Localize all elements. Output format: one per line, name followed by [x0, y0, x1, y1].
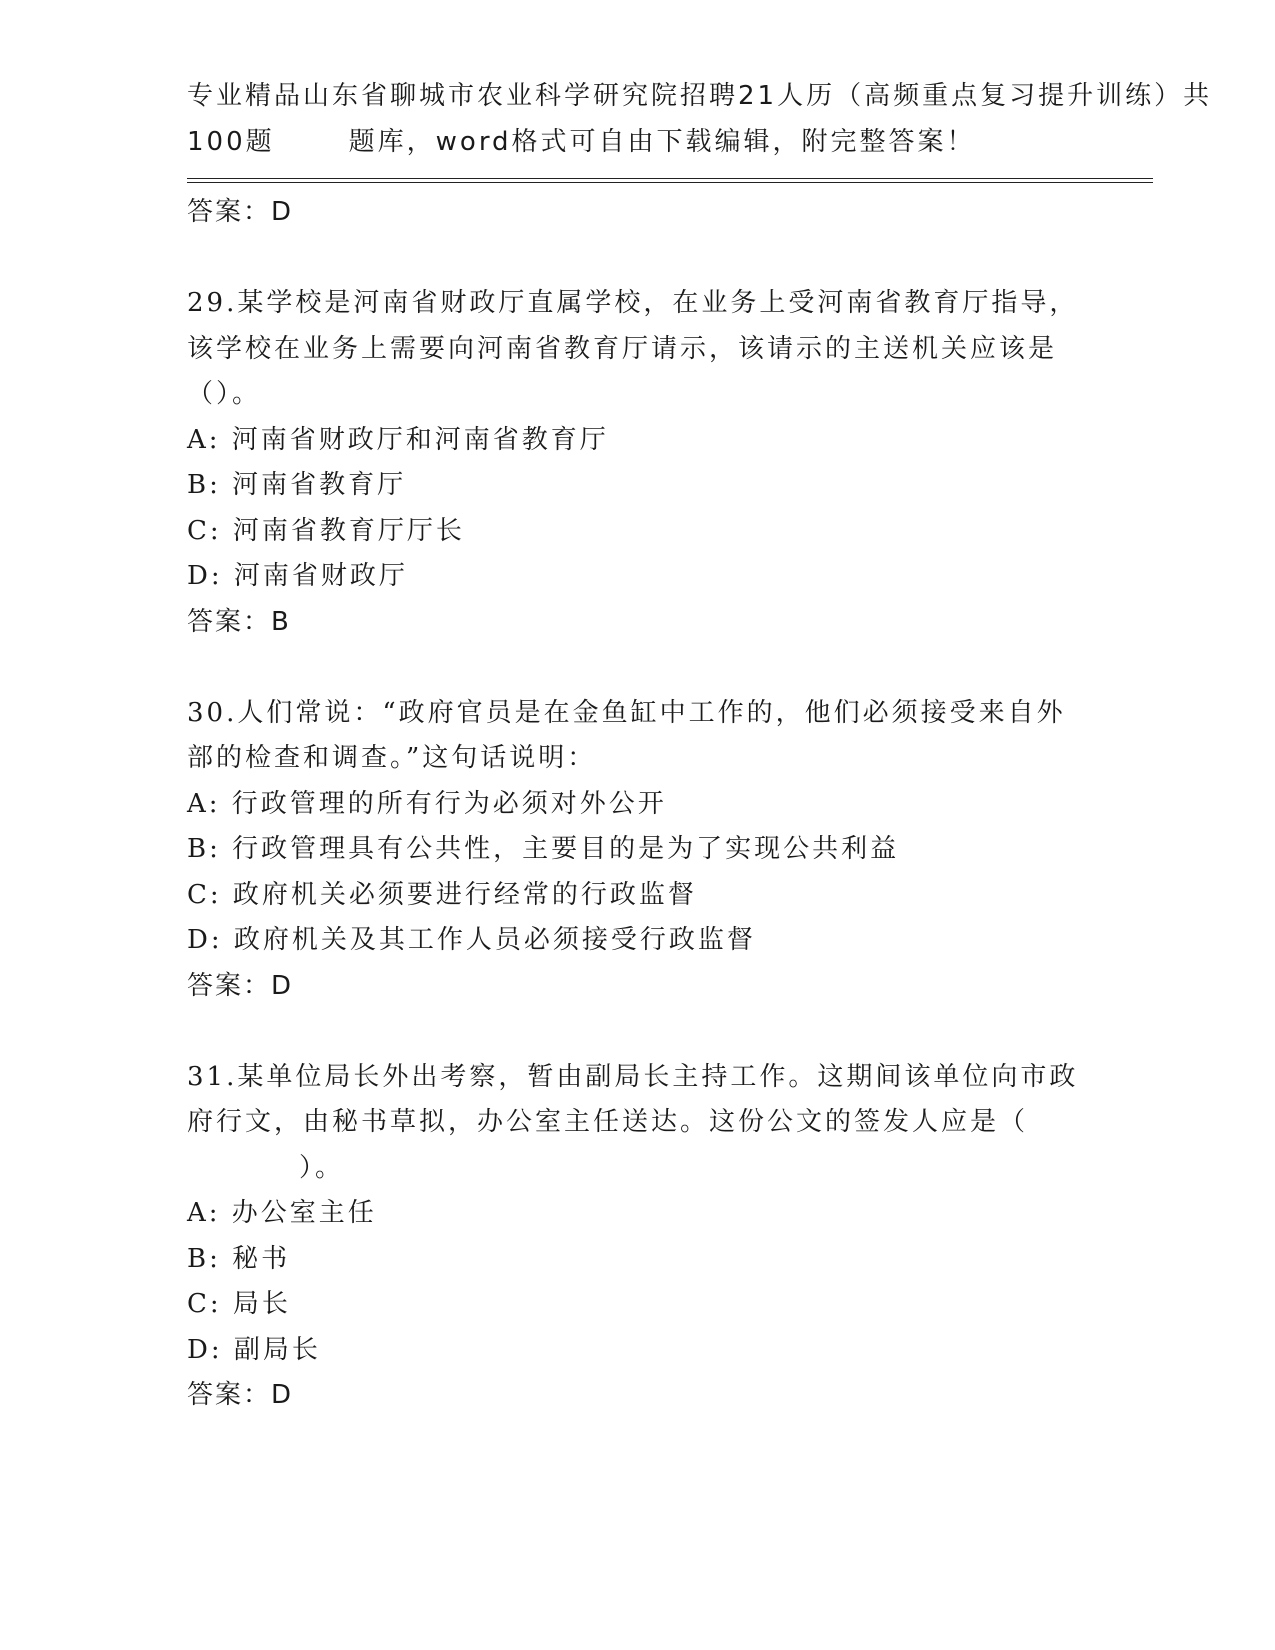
option-c: C: 河南省教育厅厅长 — [187, 515, 465, 546]
page-header — [187, 74, 1213, 165]
option-a: A: 河南省财政厅和河南省教育厅 — [187, 424, 609, 455]
option-d: D: 河南省财政厅 — [187, 561, 408, 591]
option-b: B: 河南省教育厅 — [187, 470, 407, 500]
option-a: A: 办公室主任 — [187, 1198, 377, 1228]
option-a: A: 行政管理的所有行为必须对外公开 — [187, 788, 667, 819]
option-d: D: 副局长 — [187, 1334, 321, 1365]
question-text-line: 府行文，由秘书草拟，办公室主任送达。这份公文的签发人应是（ — [187, 1107, 1029, 1137]
question-31 — [187, 1055, 1087, 1419]
option-c: C: 政府机关必须要进行经常的行政监督 — [187, 879, 697, 910]
header-line-1: 专业精品山东省聊城市农业科学研究院招聘21人历（高频重点复习提升训练）共 — [187, 81, 1213, 111]
question-text-line: 部的检查和调查。”这句话说明： — [187, 743, 597, 773]
header-divider-top — [187, 178, 1153, 179]
question-text-line: 该学校在业务上需要向河南省教育厅请示，该请示的主送机关应该是 — [187, 333, 1058, 364]
answer: 答案：B — [187, 606, 291, 637]
answer: 答案：D — [187, 1380, 294, 1410]
question-30 — [187, 691, 1087, 1010]
header-count: 100题 — [187, 126, 275, 157]
option-d: D: 政府机关及其工作人员必须接受行政监督 — [187, 925, 756, 955]
question-text-line: 30.人们常说：“政府官员是在金鱼缸中工作的，他们必须接受来自外 — [187, 697, 1066, 728]
question-29 — [187, 281, 1087, 645]
option-c: C: 局长 — [187, 1289, 291, 1319]
question-list — [187, 190, 1087, 1419]
header-divider-bottom — [187, 182, 1153, 183]
option-b: B: 秘书 — [187, 1243, 291, 1274]
question-text-line: 31.某单位局长外出考察，暂由副局长主持工作。这期间该单位向市政 — [187, 1061, 1079, 1092]
option-b: B: 行政管理具有公共性，主要目的是为了实现公共利益 — [187, 834, 900, 864]
header-description: 题库，word格式可自由下载编辑，附完整答案！ — [348, 126, 976, 157]
question-text-line: ）。 — [299, 1152, 345, 1183]
question-text-line: 29.某学校是河南省财政厅直属学校，在业务上受河南省教育厅指导， — [187, 288, 1079, 318]
previous-answer: 答案：D — [187, 197, 294, 227]
question-text-line: （）。 — [187, 379, 262, 409]
header-line-2 — [187, 120, 1087, 166]
answer: 答案：D — [187, 970, 294, 1001]
